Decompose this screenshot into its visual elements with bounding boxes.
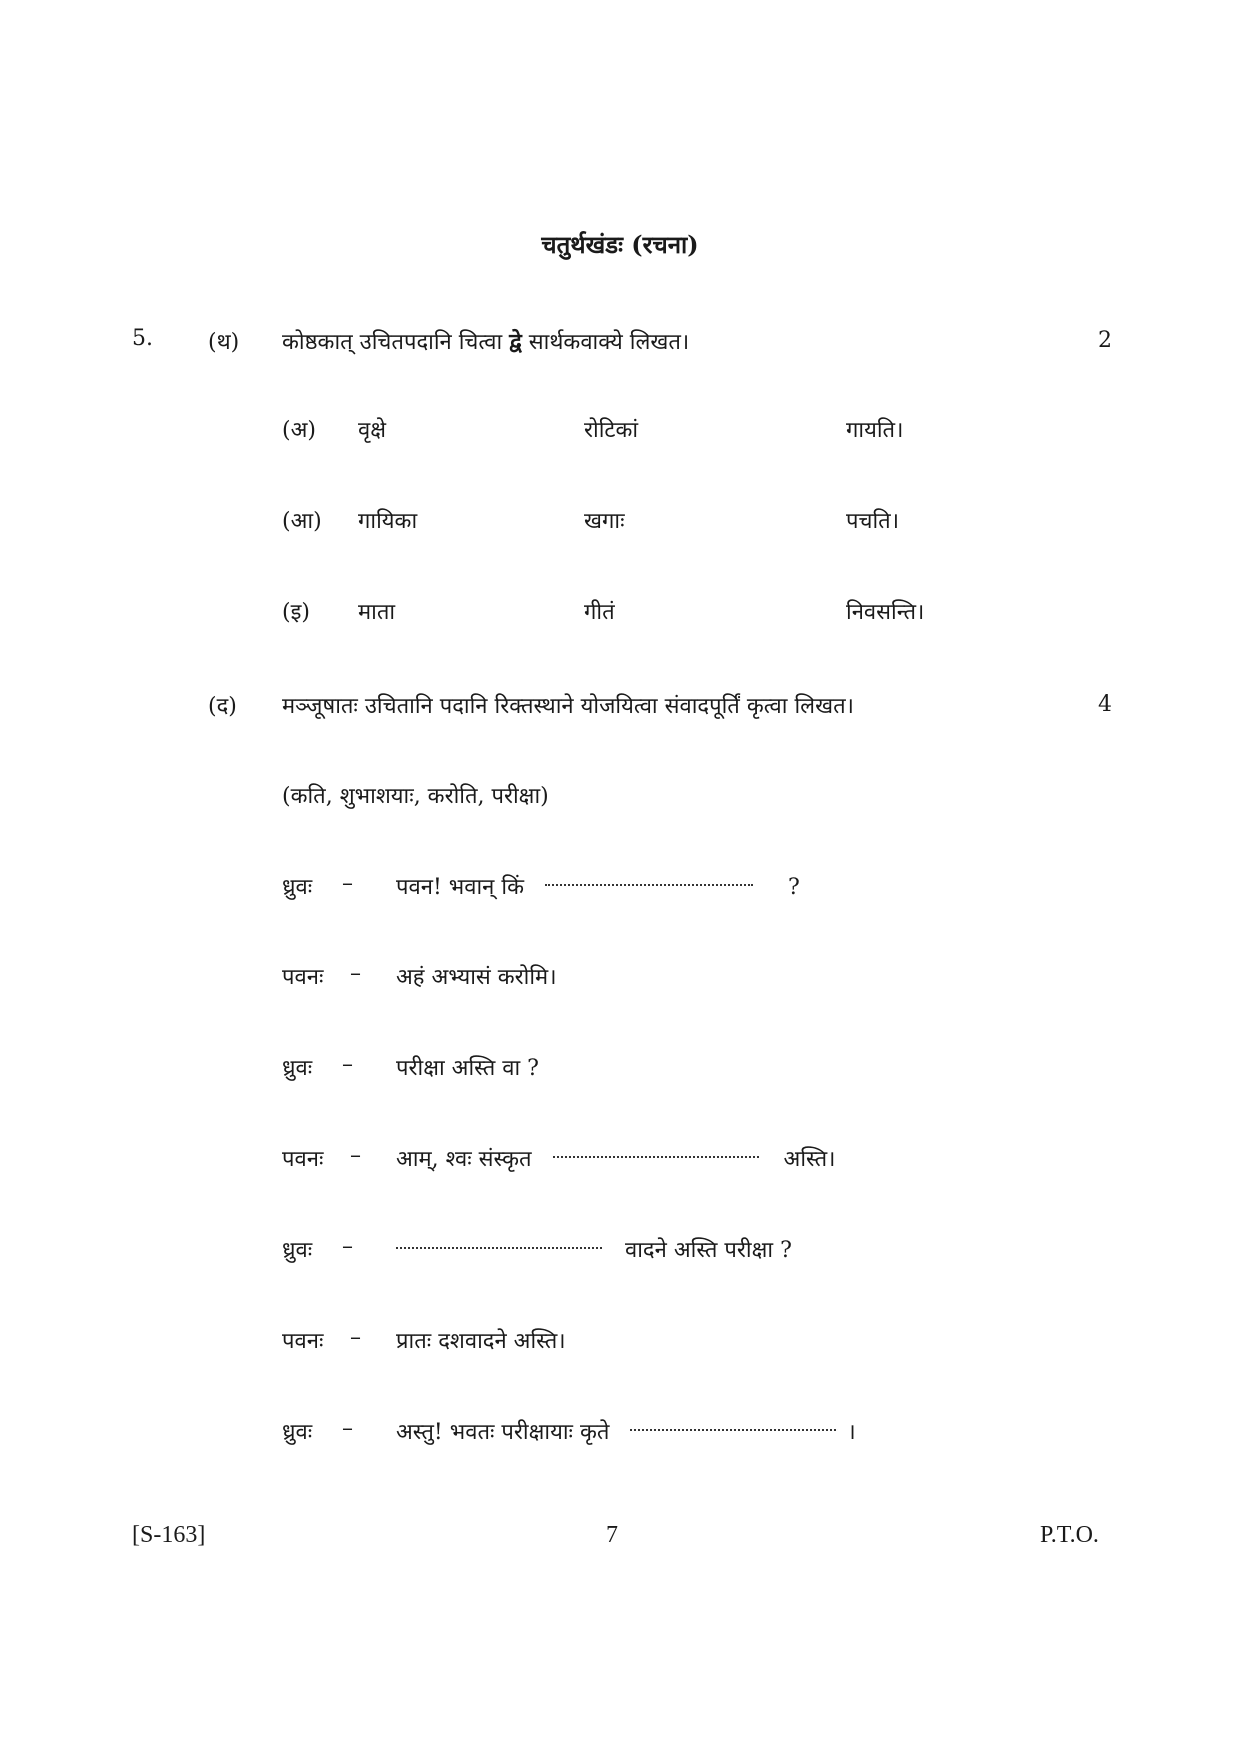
dialogue-dash: –: [342, 1052, 353, 1077]
paper-code: [S-163]: [132, 1522, 206, 1548]
row-label: (अ): [282, 418, 316, 443]
instruction-part-1: कोष्ठकात् उचितपदानि चित्वा: [282, 330, 510, 355]
blank-fill[interactable]: [553, 1156, 759, 1158]
speaker: ध्रुवः: [282, 1056, 313, 1081]
cell-col3: गायति।: [846, 418, 904, 443]
cell-col1: गायिका: [358, 509, 418, 534]
instruction-emphasis: द्वे: [509, 329, 522, 355]
cell-col2: खगाः: [584, 509, 625, 534]
dialogue-line: [396, 1143, 835, 1173]
dialogue-dash: –: [342, 871, 353, 896]
dialogue-text-after: ।: [847, 1420, 856, 1445]
cell-col2: गीतं: [584, 600, 615, 625]
part-b-label: (द): [208, 694, 237, 719]
dialogue-text: अहं अभ्यासं करोमि।: [396, 965, 557, 990]
section-heading: चतुर्थखंडः (रचना): [541, 230, 699, 259]
speaker: पवनः: [282, 965, 324, 990]
dialogue-dash: –: [342, 1234, 353, 1259]
dialogue-line: [396, 871, 800, 901]
dialogue-line: [396, 1416, 856, 1446]
dialogue-dash: –: [350, 1143, 361, 1168]
cell-col3: निवसन्ति।: [846, 600, 925, 625]
dialogue-text-after: अस्ति।: [783, 1147, 836, 1172]
cell-col1: वृक्षे: [358, 418, 387, 443]
part-b-instruction: मञ्जूषातः उचितानि पदानि रिक्तस्थाने योजयित्वा संवादपूर्तिं कृत्वा लिखत।: [282, 694, 854, 719]
dialogue-dash: –: [350, 1325, 361, 1350]
speaker: ध्रुवः: [282, 1238, 313, 1263]
dialogue-text: परीक्षा अस्ति वा ?: [396, 1056, 539, 1081]
blank-fill[interactable]: [396, 1247, 602, 1249]
cell-col1: माता: [358, 600, 396, 625]
part-b-marks: 4: [1098, 692, 1112, 717]
speaker: पवनः: [282, 1329, 324, 1354]
part-a-label: (थ): [208, 330, 240, 355]
part-a-instruction: [282, 326, 689, 356]
row-label: (आ): [282, 509, 322, 534]
dialogue-text: आम्, श्वः संस्कृत: [396, 1147, 532, 1172]
part-a-marks: 2: [1098, 328, 1112, 353]
dialogue-text-after: ?: [787, 875, 800, 900]
speaker: पवनः: [282, 1147, 324, 1172]
dialogue-line: [396, 1234, 792, 1264]
cell-col2: रोटिकां: [584, 418, 639, 443]
dialogue-text: प्रातः दशवादने अस्ति।: [396, 1329, 566, 1354]
blank-fill[interactable]: [545, 884, 753, 886]
speaker: ध्रुवः: [282, 875, 313, 900]
dialogue-text: पवन! भवान् किं: [396, 875, 524, 900]
dialogue-dash: –: [350, 961, 361, 986]
dialogue-dash: –: [342, 1416, 353, 1441]
cell-col3: पचति।: [846, 509, 900, 534]
word-box: (कति, शुभाशयाः, करोति, परीक्षा): [282, 784, 549, 809]
dialogue-text: अस्तु! भवतः परीक्षायाः कृते: [396, 1420, 610, 1445]
pto-label: P.T.O.: [1040, 1522, 1099, 1548]
row-label: (इ): [282, 600, 310, 625]
instruction-part-3: सार्थकवाक्ये लिखत।: [521, 330, 690, 355]
page-number: 7: [606, 1522, 618, 1548]
blank-fill[interactable]: [630, 1429, 836, 1431]
speaker: ध्रुवः: [282, 1420, 313, 1445]
dialogue-text-after: वादने अस्ति परीक्षा ?: [625, 1238, 792, 1263]
question-number: 5.: [132, 326, 153, 351]
